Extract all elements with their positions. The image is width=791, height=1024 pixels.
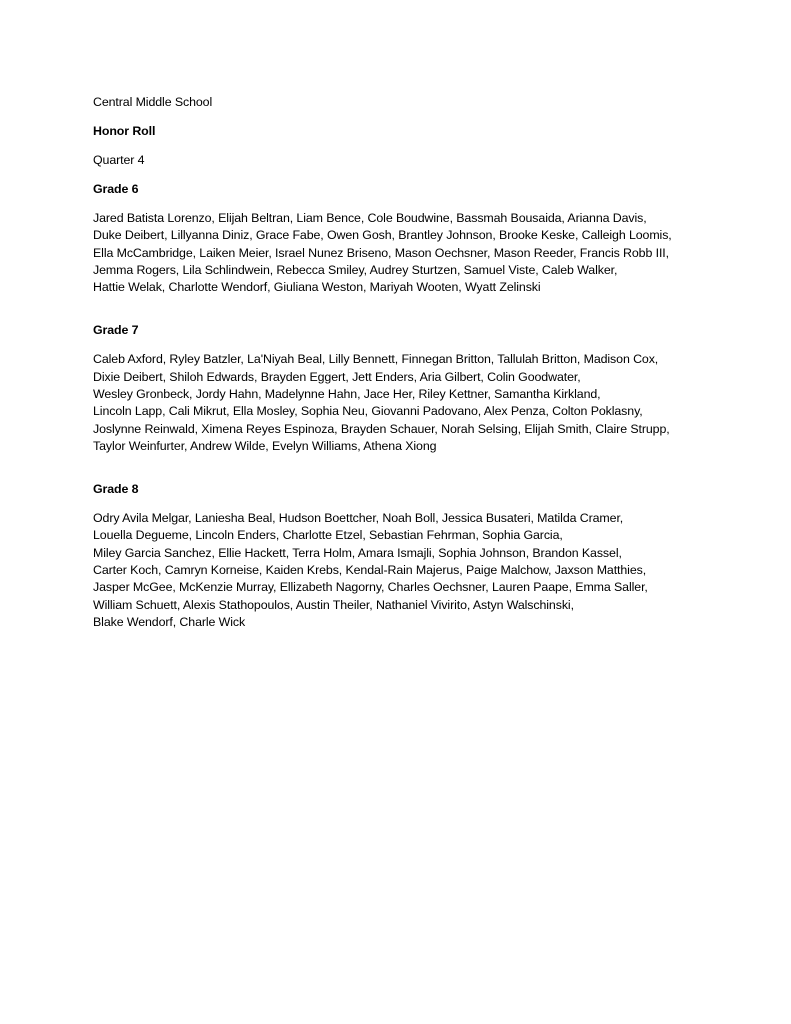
grade-7-line: Taylor Weinfurter, Andrew Wilde, Evelyn Williams, Athena Xiong <box>93 438 437 453</box>
grade-8-line: Blake Wendorf, Charle Wick <box>93 614 246 629</box>
grade-6-line: Duke Deibert, Lillyanna Diniz, Grace Fabe, Owen Gosh, Brantley Johnson, Brooke Keske, Calleigh Loomis, <box>93 228 672 243</box>
grade-8-line: Jasper McGee, McKenzie Murray, Ellizabeth Nagorny, Charles Oechsner, Lauren Paape, Emma Saller, <box>93 580 648 595</box>
grade-8-heading: Grade 8 <box>93 482 139 497</box>
grade-6-line: Jared Batista Lorenzo, Elijah Beltran, Liam Bence, Cole Boudwine, Bassmah Bousaida, Arianna Davis, <box>93 210 647 225</box>
grade-8-line: William Schuett, Alexis Stathopoulos, Austin Theiler, Nathaniel Vivirito, Astyn Walschinski, <box>93 597 574 612</box>
grade-8-names <box>93 510 773 631</box>
grade-8-line: Louella Degueme, Lincoln Enders, Charlotte Etzel, Sebastian Fehrman, Sophia Garcia, <box>93 528 563 543</box>
grade-8-line: Miley Garcia Sanchez, Ellie Hackett, Terra Holm, Amara Ismajli, Sophia Johnson, Brandon Kassel, <box>93 545 622 560</box>
document-page <box>93 94 773 631</box>
grade-7-line: Dixie Deibert, Shiloh Edwards, Brayden Eggert, Jett Enders, Aria Gilbert, Colin Goodwater, <box>93 369 581 384</box>
grade-7-line: Caleb Axford, Ryley Batzler, La'Niyah Beal, Lilly Bennett, Finnegan Britton, Tallulah Britton, Madison Cox, <box>93 352 659 367</box>
grade-7-line: Joslynne Reinwald, Ximena Reyes Espinoza, Brayden Schauer, Norah Selsing, Elijah Smith, Claire Strupp, <box>93 421 670 436</box>
grade-8-line: Odry Avila Melgar, Laniesha Beal, Hudson Boettcher, Noah Boll, Jessica Busateri, Matilda Cramer, <box>93 511 624 526</box>
grade-6-names <box>93 210 773 296</box>
school-name: Central Middle School <box>93 95 213 109</box>
grade-6-line: Ella McCambridge, Laiken Meier, Israel Nunez Briseno, Mason Oechsner, Mason Reeder, Francis Robb III, <box>93 245 669 260</box>
grade-7-line: Wesley Gronbeck, Jordy Hahn, Madelynne Hahn, Jace Her, Riley Kettner, Samantha Kirkland, <box>93 387 601 401</box>
grade-6-heading: Grade 6 <box>93 181 139 196</box>
grade-7-names <box>93 351 773 455</box>
grade-7-heading: Grade 7 <box>93 323 139 338</box>
grade-6-line: Jemma Rogers, Lila Schlindwein, Rebecca Smiley, Audrey Sturtzen, Samuel Viste, Caleb Walker, <box>93 262 618 277</box>
quarter-label: Quarter 4 <box>93 152 145 167</box>
grade-6-line: Hattie Welak, Charlotte Wendorf, Giuliana Weston, Mariyah Wooten, Wyatt Zelinski <box>93 280 541 295</box>
grade-7-line: Lincoln Lapp, Cali Mikrut, Ella Mosley, Sophia Neu, Giovanni Padovano, Alex Penza, Colton Poklasny, <box>93 404 643 419</box>
document-title: Honor Roll <box>93 123 156 138</box>
grade-8-line: Carter Koch, Camryn Korneise, Kaiden Krebs, Kendal-Rain Majerus, Paige Malchow, Jaxson Matthies, <box>93 563 647 578</box>
